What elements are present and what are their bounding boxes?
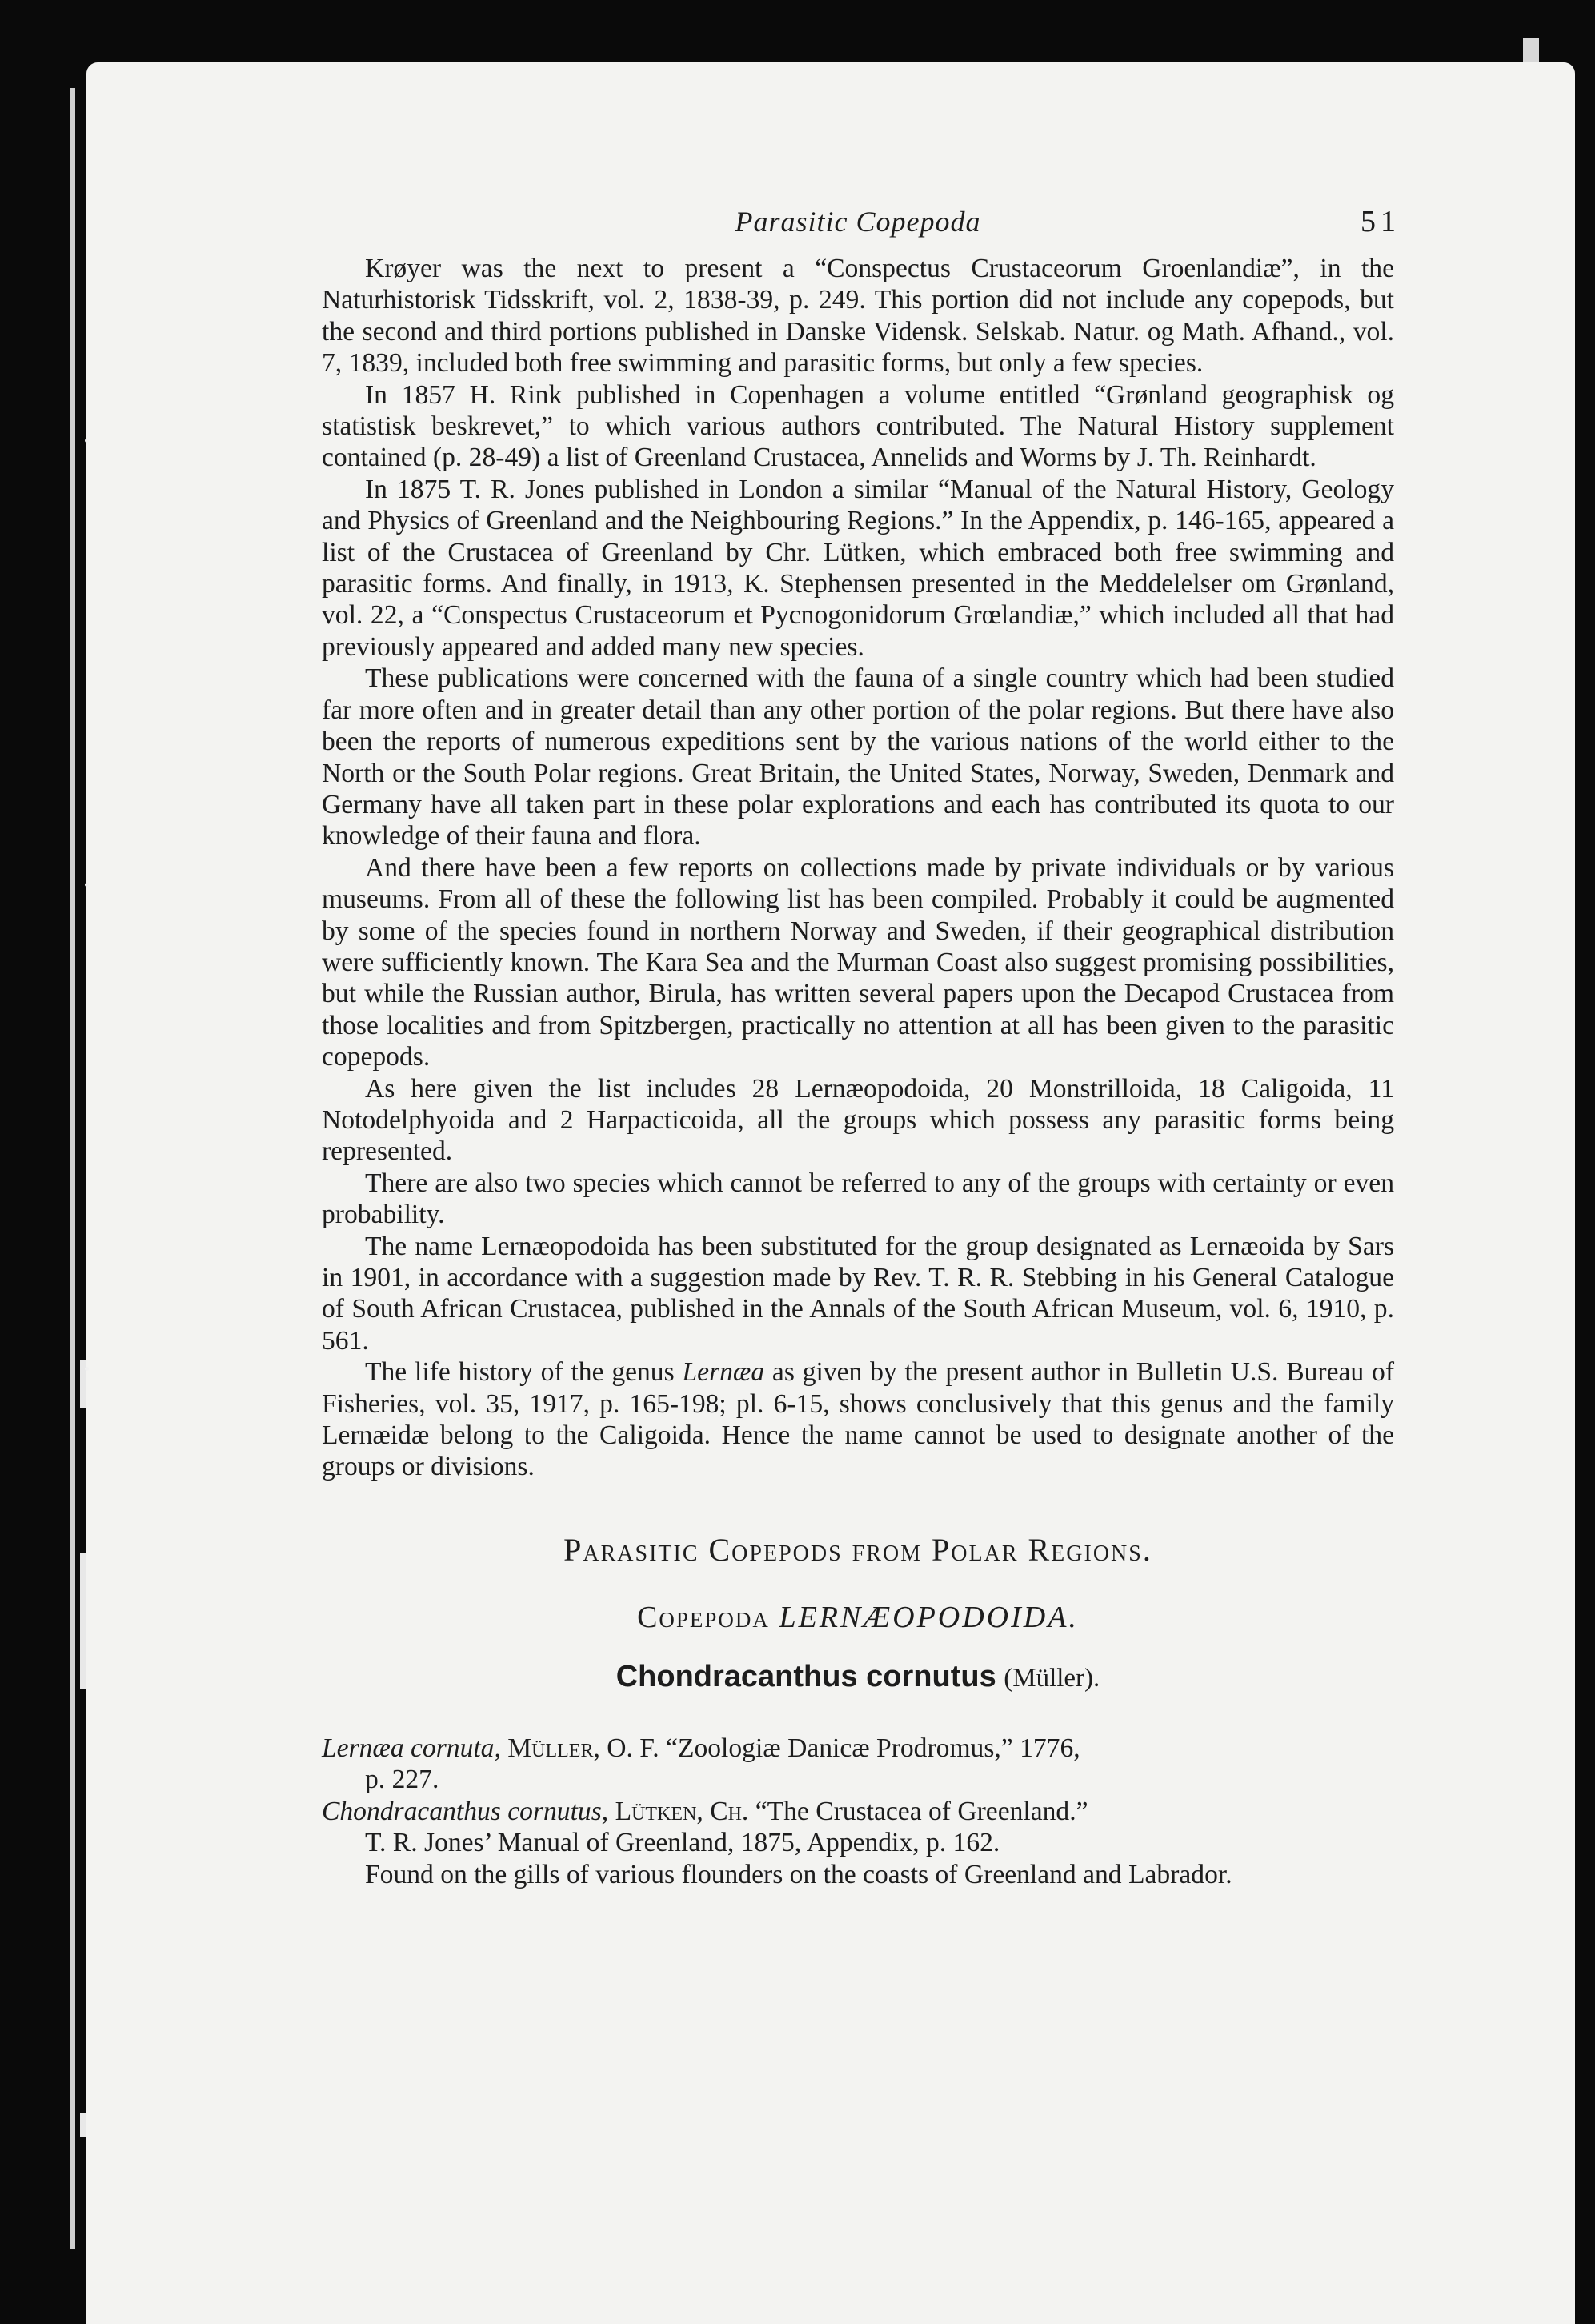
synonym-name: Lernæa cornuta, [322,1733,501,1764]
synonym-reference-cont: T. R. Jones’ Manual of Greenland, 1875, Appendix, p. 162. [365,1828,1000,1858]
paragraph: Krøyer was the next to present a “Conspectus Crustaceorum Groenlandiæ”, in the Naturhistorisk Tidsskrift, vol. 2, 1838-39, p. 249. This portion did not include any copepods, but the second and third portions published in Danske Vidensk. Selskab. Natur. og Math. Afhand., vol. 7, 1839, included both free swimming and parasitic forms, but only a few species. [322,254,1394,379]
genus-name: Lernæa [682,1357,765,1388]
paragraph: The name Lernæopodoida has been substituted for the group designated as Lernæoida by Sars in 1901, in accordance with a suggestion made by Rev. T. R. R. Stebbing in his General Catalogue of South African Crustacea, published in the Annals of the South African Museum, vol. 6, 1910, p. 561. [322,1231,1394,1356]
paragraph: There are also two species which cannot be referred to any of the groups with certainty or even probability. [322,1168,1394,1230]
margin-speck [85,1367,89,1371]
group-heading [322,1602,1394,1633]
page-number: 51 [1361,205,1401,238]
habitat-paragraph: Found on the gills of various flounders on the coasts of Greenland and Labrador. [365,1859,1232,1889]
group-prefix: Copepoda [637,1601,779,1635]
synonym-reference-cont: p. 227. [365,1765,439,1795]
section-heading: Parasitic Copepods from Polar Regions. [563,1531,1152,1568]
synonym-author: Lütken, Ch. [608,1796,749,1826]
running-head [322,205,1401,253]
synonym-entry [322,1733,1394,1796]
margin-speck [85,883,89,887]
synonym-reference: “The Crustacea of Greenland.” [748,1796,1088,1826]
paragraph-text: The life history of the genus [365,1357,683,1388]
species-heading [322,1661,1394,1694]
synonym-entry [322,1796,1394,1859]
margin-speck [85,439,89,443]
species-name: Chondracanthus cornutus [615,1659,996,1693]
running-title: Parasitic Copepoda [735,206,981,238]
synonym-author: Müller, O. F. [500,1733,659,1764]
species-author: (Müller). [1004,1663,1100,1693]
corner-smudge [1523,38,1539,62]
paragraph: In 1857 H. Rink published in Copenhagen a volume entitled “Grønland geographisk og statistisk beskrevet,” to which various authors contributed. The Natural History supplement contained (p. 28-49) a list of Greenland Crustacea, Annelids and Worms by J. Th. Reinhardt. [322,379,1394,473]
synonym-reference: “Zoologiæ Danicæ Prodromus,” 1776, [659,1733,1080,1764]
group-name: LERNÆOPODOIDA. [779,1601,1079,1635]
paragraph: As here given the list includes 28 Lernæopodoida, 20 Monstrilloida, 18 Caligoida, 11 Notodelphyoida and 2 Harpacticoida, all the groups which possess any parasitic forms being represented. [322,1073,1394,1167]
paragraph: These publications were concerned with the fauna of a single country which had been studied far more often and in greater detail than any other portion of the polar regions. But there have also been the reports of numerous expeditions sent by the various nations of the world either to the North or the South Polar regions. Great Britain, the United States, Norway, Sweden, Denmark and Germany have all taken part in these polar explorations and each has contributed its quota to our knowledge of their fauna and flora. [322,663,1394,851]
page-content [322,205,1401,1890]
paragraph-text: as given by the present author in Bulletin U.S. Bureau of Fisheries, vol. 35, 1917, p. 165-198; pl. 6-15, shows conclusively that this genus and the family Lernæidæ belong to the Caligoida. Hence the name cannot be used to designate another of the groups or divisions. [322,1357,1395,1482]
paragraph [322,1356,1394,1483]
paragraph: And there have been a few reports on collections made by private individuals or by various museums. From all of these the following list has been compiled. Probably it could be augmented by some of the species found in northern Norway and Sweden, if their geographical distribution were sufficiently known. The Kara Sea and the Murman Coast also suggest promising possibilities, but while the Russian author, Birula, has written several papers upon the Decapod Crustacea from those localities and from Spitzbergen, practically no attention at all has been given to the parasitic copepods. [322,852,1394,1072]
paragraph: In 1875 T. R. Jones published in London a similar “Manual of the Natural History, Geology and Physics of Greenland and the Neighbouring Regions.” In the Appendix, p. 146-165, appeared a list of the Crustacea of Greenland by Chr. Lütken, which embraced both free swimming and parasitic forms. And finally, in 1913, K. Stephensen presented in the Meddelelser om Grønland, vol. 22, a “Conspectus Crustaceorum et Pycnogonidorum Grœlandiæ,” which included all that had previously appeared and added many new species. [322,474,1394,662]
synonym-name: Chondracanthus cornutus, [322,1796,609,1826]
page-spine-edge [70,88,75,2249]
